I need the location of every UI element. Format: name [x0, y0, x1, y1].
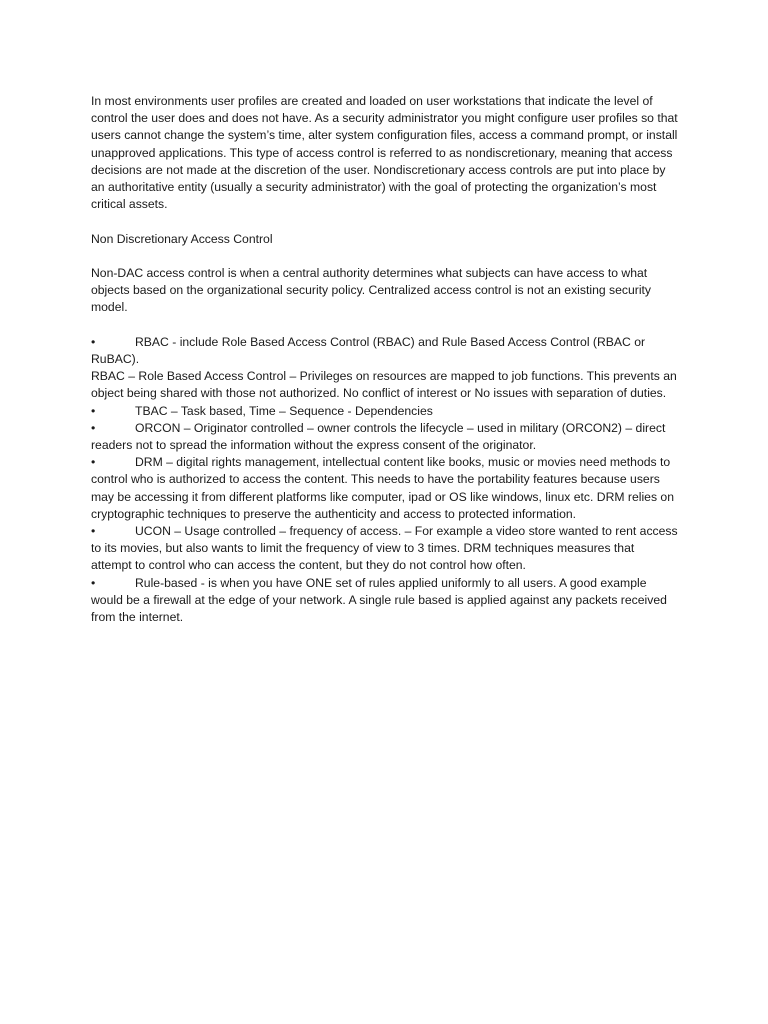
- bullet-icon: •: [91, 403, 96, 418]
- section-heading: Non Discretionary Access Control: [91, 231, 273, 246]
- list-note: [91, 368, 678, 402]
- spacer: [91, 317, 678, 334]
- bullet-icon: •: [91, 420, 96, 435]
- nondac-paragraph: Non-DAC access control is when a central authority determines what subjects can have access to what objects based on the organizational security policy. Centralized access control is not an existing security model.: [91, 266, 652, 315]
- item-text: UCON – Usage controlled – frequency of access. – For example a video store wanted to rent access to its movies, but also wants to limit the frequency of view to 3 times. DRM techniques measures that attempt to control who can access the content, but they do not control how often.: [91, 524, 678, 573]
- bullet-icon: •: [91, 334, 96, 349]
- bullet-item: [91, 334, 678, 368]
- bullet-icon: •: [91, 575, 96, 590]
- document-body: [91, 93, 678, 626]
- bullet-icon: •: [91, 455, 96, 470]
- intro-paragraph: In most environments user profiles are created and loaded on user workstations that indicate the level of control the user does and does not have. As a security administrator you might configure user profiles so that users cannot change the system’s time, alter system configuration files, access a command prompt, or install unapproved applications. This type of access control is referred to as nondiscretionary, meaning that access decisions are not made at the discretion of the user. Nondiscretionary access controls are put into place by an authoritative entity (usually a security administrator) with the goal of protecting the organization’s most critical assets.: [91, 94, 678, 212]
- item-text: RBAC - include Role Based Access Control (RBAC) and Rule Based Access Control (RBAC or RuBAC).: [91, 334, 646, 366]
- bullet-icon: •: [91, 524, 96, 539]
- item-text: ORCON – Originator controlled – owner controls the lifecycle – used in military (ORCON2) – direct readers not to spread the information without the express consent of the originator.: [91, 420, 666, 453]
- bullet-item: [91, 575, 678, 627]
- bullet-item: [91, 420, 678, 454]
- item-text: RBAC – Role Based Access Control – Privileges on resources are mapped to job functions. This prevents an object being shared with those not authorized. No conflict of interest or No issues with separation of duties.: [91, 369, 677, 401]
- item-text: TBAC – Task based, Time – Sequence - Dependencies: [135, 403, 433, 418]
- bullet-item: [91, 454, 678, 523]
- spacer: [91, 248, 678, 265]
- item-text: Rule-based - is when you have ONE set of rules applied uniformly to all users. A good example would be a firewall at the edge of your network. A single rule based is applied against any packets received from the internet.: [91, 575, 667, 625]
- access-control-list: [91, 334, 678, 626]
- bullet-item: [91, 403, 678, 420]
- bullet-item: [91, 523, 678, 575]
- spacer: [91, 213, 678, 230]
- item-text: DRM – digital rights management, intellectual content like books, music or movies need methods to control who is authorized to access the content. This needs to have the portability features because users may be accessing it from different platforms like computer, ipad or OS like windows, linux etc. DRM relies on cryptographic techniques to preserve the authenticity and access to protected information.: [91, 455, 674, 521]
